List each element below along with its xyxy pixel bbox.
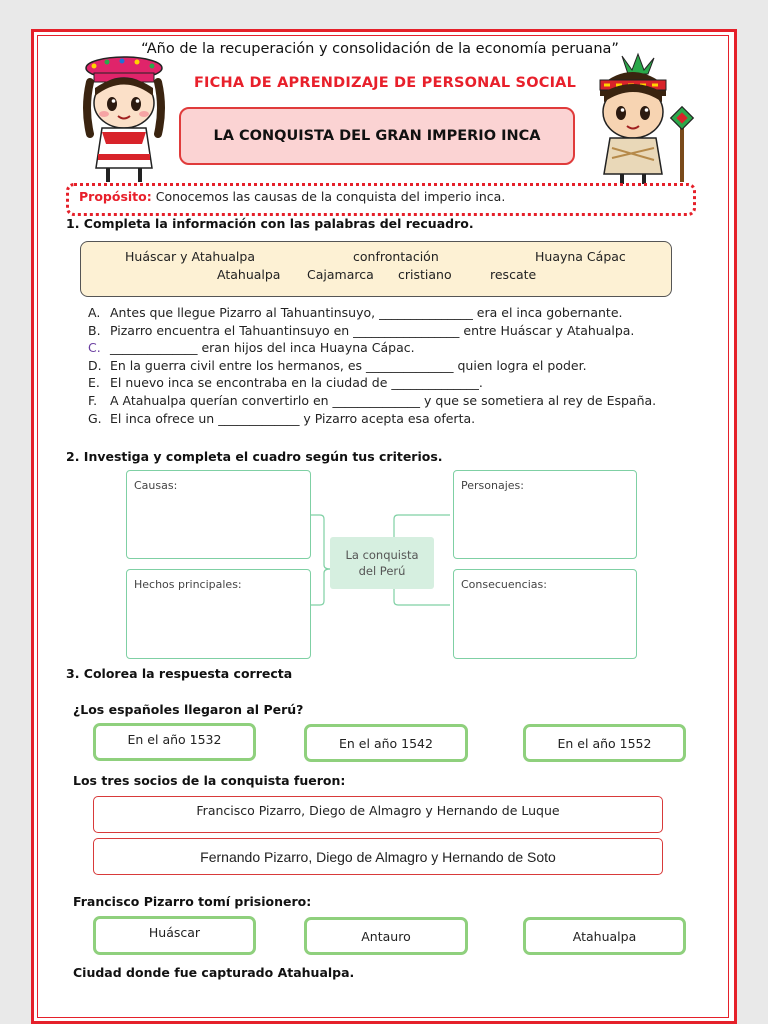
item-text: ______________ eran hijos del inca Huayna Cápac. (110, 340, 415, 356)
item-letter: A. (88, 305, 101, 320)
option-partners-b[interactable]: Fernando Pizarro, Diego de Almagro y Hernando de Soto (93, 838, 663, 875)
word-bank-item: rescate (490, 267, 537, 282)
word-bank-item: confrontación (353, 249, 439, 264)
word-bank (80, 241, 672, 297)
purpose-text: Conocemos las causas de la conquista del imperio inca. (155, 189, 506, 204)
list-item (88, 357, 728, 375)
option-atahualpa[interactable]: Atahualpa (523, 917, 686, 955)
item-text: Pizarro encuentra el Tahuantinsuyo en _________________ entre Huáscar y Atahualpa. (110, 322, 635, 338)
item-letter: D. (88, 357, 102, 373)
purpose-label: Propósito: (79, 189, 152, 204)
question-partners: Los tres socios de la conquista fueron: (73, 773, 346, 788)
word-bank-item: Huayna Cápac (535, 249, 626, 264)
item-text: Antes que llegue Pizarro al Tahuantinsuyo, _______________ era el inca gobernante. (110, 305, 623, 320)
diagram-center-topic (330, 537, 434, 589)
question-capture-city: Ciudad donde fue capturado Atahualpa. (73, 965, 355, 980)
characters-label: Personajes: (461, 479, 524, 492)
option-partners-a[interactable]: Francisco Pizarro, Diego de Almagro y Hernando de Luque (93, 796, 663, 833)
list-item (88, 322, 728, 340)
section2-heading: 2. Investiga y completa el cuadro según tus criterios. (66, 449, 443, 464)
characters-box[interactable] (453, 470, 637, 559)
item-text: El inca ofrece un _____________ y Pizarro acepta esa oferta. (110, 410, 476, 426)
inca-girl-illustration (72, 48, 176, 186)
item-letter: G. (88, 410, 102, 426)
item-letter: B. (88, 322, 101, 338)
main-events-label: Hechos principales: (134, 578, 242, 591)
section3-heading: 3. Colorea la respuesta correcta (66, 666, 293, 681)
item-text: En la guerra civil entre los hermanos, es ______________ quien logra el poder. (110, 357, 587, 373)
item-text: A Atahualpa querían convertirlo en ______________ y que se sometiera al rey de España. (110, 392, 657, 408)
causes-label: Causas: (134, 479, 178, 492)
diagram-center-text: La conquista del Perú (345, 548, 419, 578)
option-1542[interactable]: En el año 1542 (304, 724, 468, 762)
inca-boy-illustration (582, 50, 700, 186)
item-letter: E. (88, 375, 100, 391)
list-item (88, 304, 728, 322)
list-item (88, 392, 728, 410)
consequences-box[interactable] (453, 569, 637, 659)
word-bank-item: cristiano (398, 267, 452, 282)
page-title-text: LA CONQUISTA DEL GRAN IMPERIO INCA (213, 128, 541, 144)
list-item (88, 410, 728, 428)
list-item (88, 339, 728, 357)
item-letter: C. (88, 340, 101, 356)
year-motto: “Año de la recuperación y consolidación de la economía peruana” (141, 41, 619, 57)
word-bank-item: Cajamarca (307, 267, 374, 282)
purpose-box (66, 183, 696, 216)
option-antauro[interactable]: Antauro (304, 917, 468, 955)
section1-heading: 1. Completa la información con las palabras del recuadro. (66, 216, 474, 231)
worksheet-subtitle: FICHA DE APRENDIZAJE DE PERSONAL SOCIAL (193, 75, 577, 91)
list-item (88, 374, 728, 392)
page-title (179, 107, 575, 165)
question-arrival: ¿Los españoles llegaron al Perú? (73, 702, 304, 717)
option-1552[interactable]: En el año 1552 (523, 724, 686, 762)
fill-in-list (88, 304, 728, 427)
causes-box[interactable] (126, 470, 311, 559)
item-text: El nuevo inca se encontraba en la ciudad de ______________. (110, 375, 483, 391)
question-prisoner: Francisco Pizarro tomí prisionero: (73, 894, 312, 909)
option-1532[interactable]: En el año 1532 (93, 723, 256, 761)
main-events-box[interactable] (126, 569, 311, 659)
item-letter: F. (88, 392, 98, 408)
consequences-label: Consecuencias: (461, 578, 547, 591)
word-bank-item: Huáscar y Atahualpa (125, 249, 255, 264)
option-huascar[interactable]: Huáscar (93, 916, 256, 955)
word-bank-item: Atahualpa (217, 267, 281, 282)
